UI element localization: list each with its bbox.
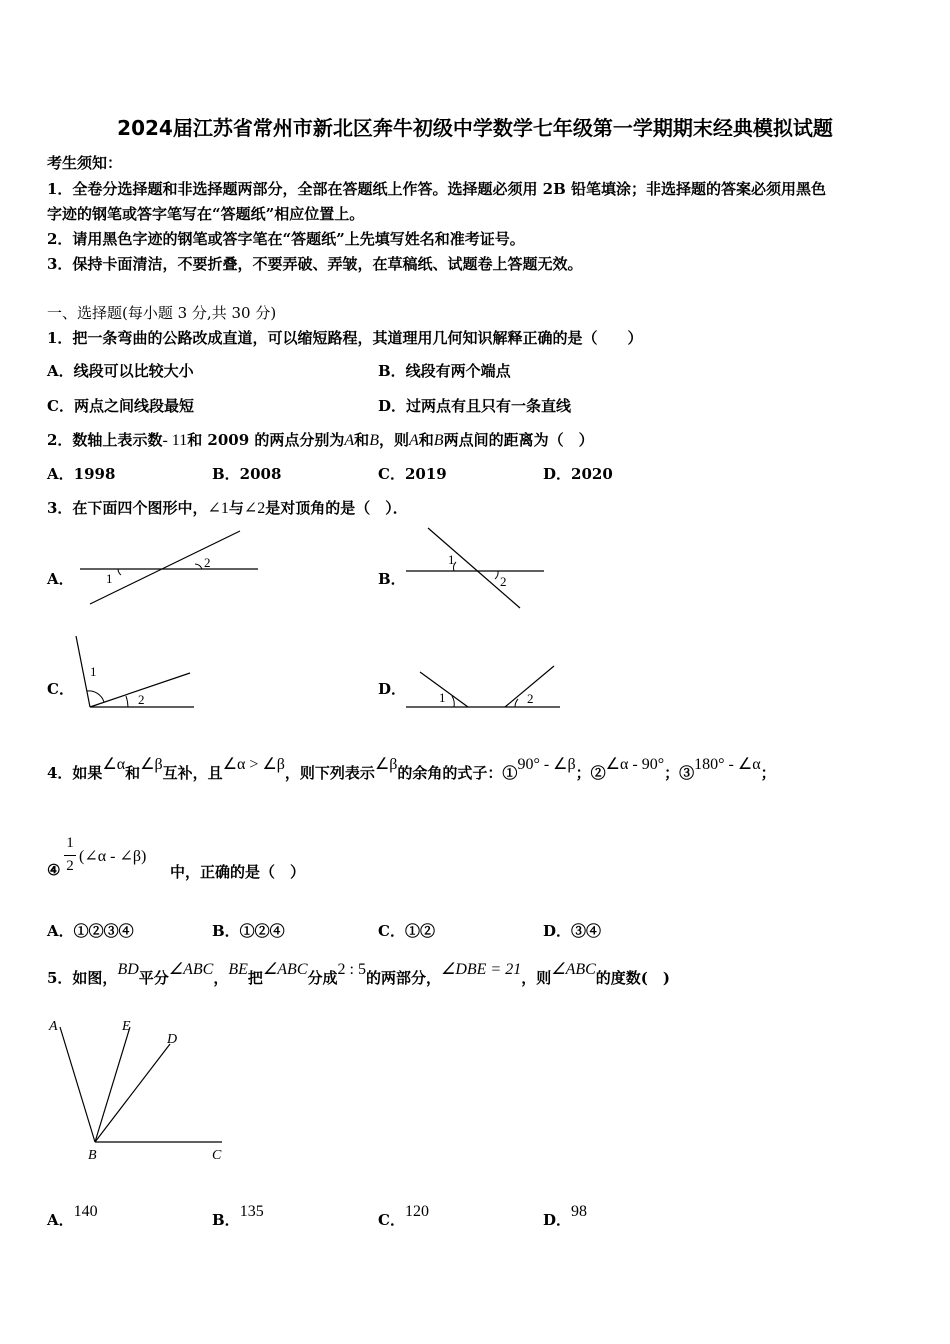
q4-option-d[interactable]: D．③④ (543, 922, 602, 940)
q5-fig-label-d: D (167, 1032, 178, 1047)
q2-point-a: A (344, 432, 355, 449)
q4-stem-line1 (47, 756, 776, 783)
q2-text-2: 和 2009 的两点分别为 (187, 431, 345, 449)
q1-option-a[interactable]: A．线段可以比较大小 (47, 362, 194, 380)
q4-angle-alpha: ∠α (102, 756, 126, 773)
q3-text-1: 3．在下面四个图形中， (47, 499, 208, 517)
q4-text-7: ；③ (664, 764, 695, 782)
q3-figure-d (400, 660, 565, 712)
q2-text-1: 2．数轴上表示数 (47, 431, 163, 449)
notice-heading: 考生须知： (47, 154, 123, 172)
q3c-label-2: 2 (138, 692, 145, 707)
q4-text-5: 的余角的式子：① (397, 764, 518, 782)
q4-text-2: 和 (125, 764, 141, 782)
q3-option-c[interactable]: C． (47, 680, 74, 698)
q5-text-6: 的两部分， (365, 969, 441, 987)
q4-expression-3: 180° - ∠α (694, 756, 761, 773)
q5-text-8: 的度数( ) (595, 969, 670, 987)
q5-option-a-label: A． (47, 1211, 74, 1229)
q5-text-1: 5．如图， (47, 969, 118, 987)
q5-option-c-value: 120 (404, 1203, 429, 1220)
q2-text-6: 两点间的距离为（ ） (443, 431, 594, 449)
q4-fraction-denominator: 2 (66, 858, 74, 874)
q3-angle-1: ∠1 (207, 500, 229, 517)
q5-fig-label-c: C (212, 1148, 222, 1163)
q2-number: - 11 (162, 432, 188, 449)
q5-be: BE (228, 961, 248, 978)
q5-angle-abc-2: ∠ABC (262, 961, 308, 978)
q3-angle-2: ∠2 (243, 500, 266, 517)
q3b-label-1: 1 (448, 552, 455, 567)
q4-option-a[interactable]: A．①②③④ (47, 922, 134, 940)
q4-text-9: 中，正确的是（ ） (170, 863, 306, 881)
q4-option-b[interactable]: B．①②④ (212, 922, 285, 940)
q5-text-4: 把 (247, 969, 263, 987)
q3c-label-1: 1 (90, 664, 97, 679)
q1-option-c[interactable]: C．两点之间线段最短 (47, 397, 194, 415)
q4-condition: ∠α > ∠β (222, 756, 285, 773)
q4-expression-4: (∠α - ∠β) (79, 848, 147, 865)
q5-option-d[interactable] (543, 1203, 588, 1230)
q4-expression-2: ∠α - 90° (605, 756, 665, 773)
q3-figure-c (70, 632, 200, 712)
q3b-label-2: 2 (500, 574, 507, 589)
q4-text-4: ，则下列表示 (284, 764, 375, 782)
q5-text-5: 分成 (307, 969, 338, 987)
q5-option-b-value: 135 (239, 1203, 264, 1220)
q5-option-b-label: B． (212, 1211, 240, 1229)
q5-text-3: ， (213, 969, 229, 987)
q2-point-b2: B (433, 432, 444, 449)
q5-option-d-value: 98 (571, 1203, 588, 1220)
q2-point-b: B (369, 432, 379, 449)
q5-angle-abc: ∠ABC (168, 961, 214, 978)
q5-text-7: ，则 (521, 969, 552, 987)
q2-option-a[interactable]: A．1998 (47, 465, 116, 483)
q3-option-b[interactable]: B． (378, 570, 406, 588)
q1-option-d[interactable]: D．过两点有且只有一条直线 (378, 397, 572, 415)
q4-angle-beta: ∠β (140, 756, 163, 773)
q5-figure (40, 1010, 240, 1165)
q3-option-a[interactable]: A． (47, 570, 74, 588)
q2-option-b[interactable]: B．2008 (212, 465, 282, 483)
q2-option-d[interactable]: D．2020 (543, 465, 613, 483)
q3-option-d[interactable]: D． (378, 680, 407, 698)
q3a-label-1: 1 (106, 571, 113, 586)
q3d-label-2: 2 (527, 691, 534, 706)
q4-text-3: 互补，且 (162, 764, 223, 782)
notice-line-1b: 字迹的钢笔或答字笔写在“答题纸”相应位置上。 (47, 205, 365, 223)
q5-fig-label-a: A (49, 1019, 58, 1034)
q2-text-4: ，则 (378, 431, 409, 449)
q4-text-1: 4．如果 (47, 764, 103, 782)
q2-point-a2: A (408, 432, 419, 449)
q2-text-3: 和 (354, 431, 370, 449)
q5-option-b[interactable] (212, 1203, 264, 1230)
q3-text-2: 与 (228, 499, 244, 517)
q5-option-a[interactable] (47, 1203, 98, 1230)
q2-option-c[interactable]: C．2019 (378, 465, 447, 483)
q5-ratio: 2 : 5 (337, 961, 366, 978)
notice-line-1a: 1．全卷分选择题和非选择题两部分，全部在答题纸上作答。选择题必须用 2B 铅笔填涂；非选择题的答案必须用黑色 (47, 180, 827, 198)
q4-angle-beta-2: ∠β (374, 756, 398, 773)
q3-figure-b (400, 525, 550, 610)
q4-expression-1: 90° - ∠β (517, 756, 576, 773)
q5-fig-label-b: B (88, 1148, 97, 1163)
q3-figure-a (70, 528, 270, 608)
q4-text-6: ；② (575, 764, 606, 782)
q1-stem: 1．把一条弯曲的公路改成直道，可以缩短路程，其道理用几何知识解释正确的是（ ） (47, 329, 643, 347)
notice-line-3: 3．保持卡面清洁，不要折叠，不要弄破、弄皱，在草稿纸、试题卷上答题无效。 (47, 255, 583, 273)
q4-text-8: ； (760, 764, 776, 782)
section-heading: 一、选择题(每小题 3 分,共 30 分) (47, 304, 277, 322)
q1-option-b[interactable]: B．线段有两个端点 (378, 362, 511, 380)
q2-stem (47, 429, 594, 450)
q4-option-c[interactable]: C．①② (378, 922, 435, 940)
notice-line-2: 2．请用黑色字迹的钢笔或答字笔在“答题纸”上先填写姓名和准考证号。 (47, 230, 525, 248)
q5-angle-dbe: ∠DBE = 21 (440, 961, 522, 978)
q4-fraction-numerator: 1 (66, 835, 74, 851)
q3-text-3: 是对顶角的是（ ）． (265, 499, 408, 517)
q5-stem (47, 961, 670, 988)
q5-option-a-value: 140 (73, 1203, 98, 1220)
q3a-label-2: 2 (204, 555, 211, 570)
q4-circle-4: ④ (47, 861, 61, 879)
q5-angle-abc-3: ∠ABC (551, 961, 596, 978)
q4-fraction-bar (64, 855, 76, 856)
q5-text-2: 平分 (138, 969, 169, 987)
q5-option-c[interactable] (378, 1203, 429, 1230)
page-title: 2024届江苏省常州市新北区奔牛初级中学数学七年级第一学期期末经典模拟试题 (117, 116, 833, 140)
q3-stem (47, 497, 408, 518)
q2-text-5: 和 (418, 431, 434, 449)
q3d-label-1: 1 (439, 690, 446, 705)
q5-option-d-label: D． (543, 1211, 572, 1229)
q5-option-c-label: C． (378, 1211, 405, 1229)
q5-bd: BD (117, 961, 139, 978)
q5-fig-label-e: E (122, 1019, 131, 1034)
